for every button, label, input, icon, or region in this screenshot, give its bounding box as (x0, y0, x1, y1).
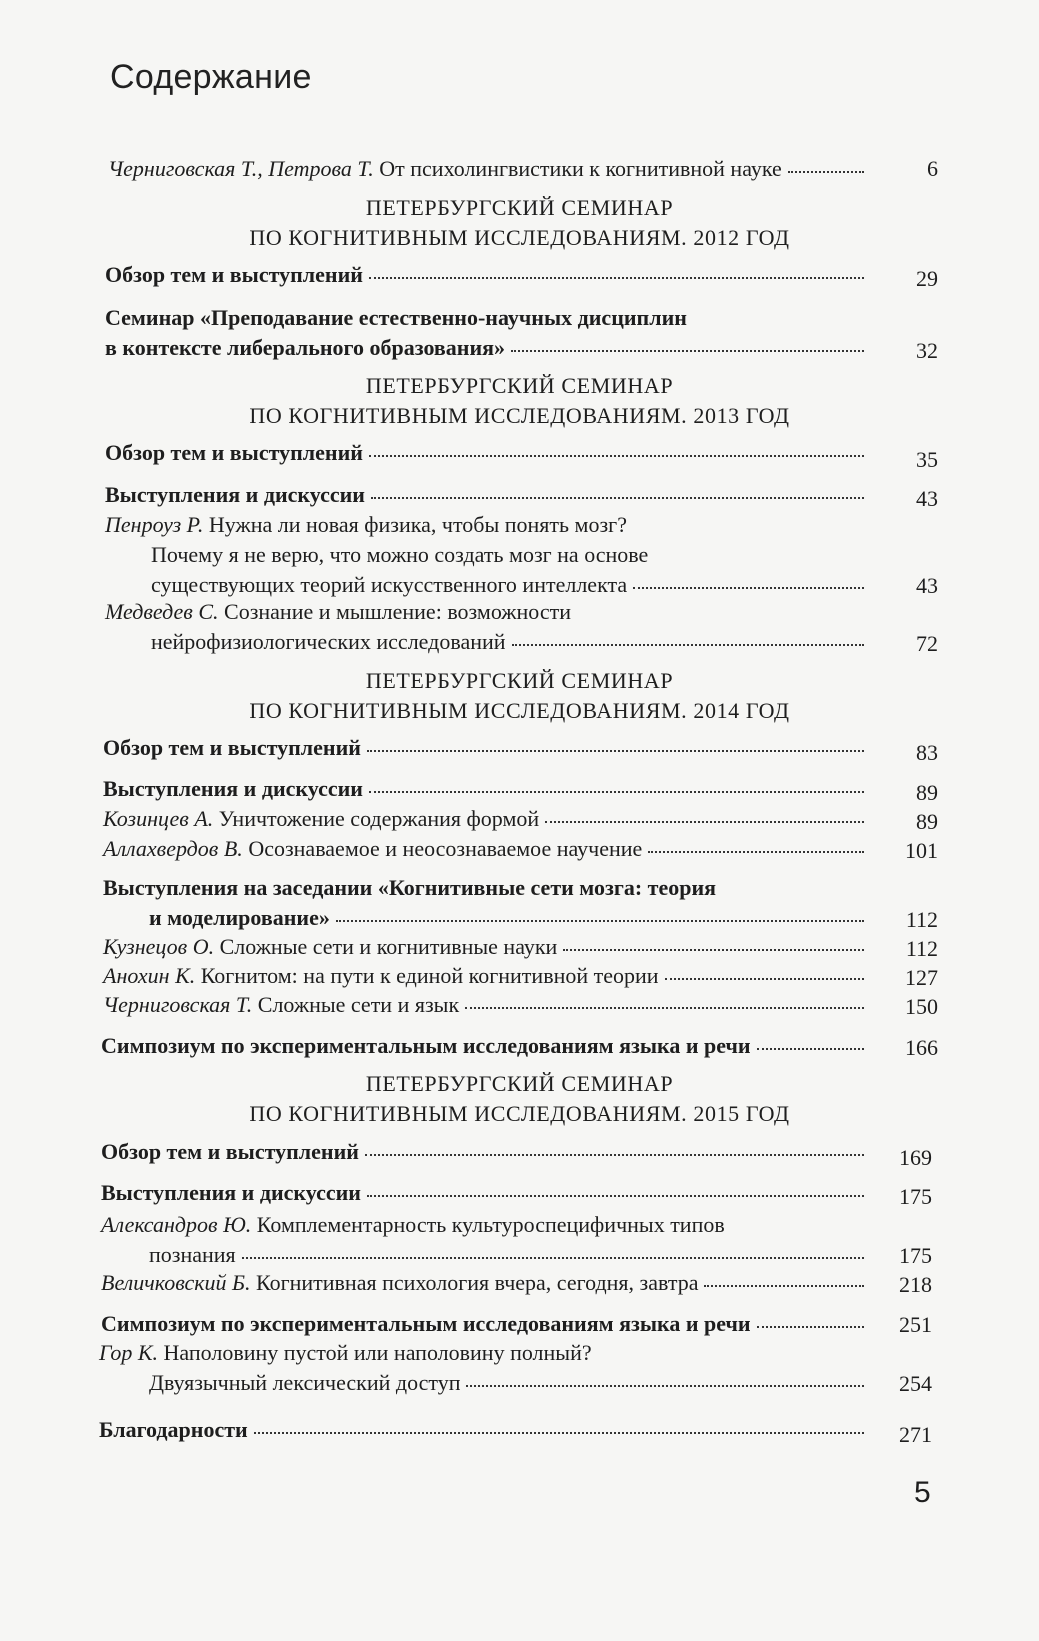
dot-leader (365, 1154, 864, 1156)
toc-entry-kozintsev[interactable] (103, 804, 872, 834)
toc-entry-2012-overview[interactable] (105, 260, 872, 290)
entry-title: Сознание и мышление: возможности (224, 599, 571, 624)
section-heading-line: ПЕТЕРБУРГСКИЙ СЕМИНАР (365, 1071, 674, 1096)
dot-leader (757, 1326, 864, 1328)
dot-leader (371, 497, 864, 499)
author-name: Кузнецов О. (103, 934, 215, 959)
page-number: 32 (916, 338, 938, 363)
dot-leader (704, 1285, 864, 1287)
entry-title: Уничтожение содержания формой (218, 806, 540, 831)
dot-leader (665, 978, 864, 980)
dot-leader (512, 644, 864, 646)
toc-entry-2013-overview[interactable] (105, 438, 872, 468)
author-name: Гор К. (99, 1340, 158, 1365)
section-heading-line: ПО КОГНИТИВНЫМ ИССЛЕДОВАНИЯМ. 2015 ГОД (249, 1101, 790, 1126)
toc-entry-chernigovskaya[interactable] (103, 990, 872, 1020)
entry-title: Благодарности (99, 1417, 248, 1442)
entry-title: Симпозиум по экспериментальным исследованиям языка и речи (101, 1311, 751, 1336)
section-heading-line: ПО КОГНИТИВНЫМ ИССЛЕДОВАНИЯМ. 2012 ГОД (249, 225, 790, 250)
page-number: 89 (916, 780, 938, 805)
entry-title: Обзор тем и выступлений (105, 262, 363, 287)
entry-title: От психолингвистики к когнитивной науке (379, 156, 782, 181)
toc-entry-gor[interactable] (99, 1338, 872, 1398)
entry-title: Когнитивная психология вчера, сегодня, завтра (256, 1270, 699, 1295)
toc-entry-2014-talks[interactable] (103, 774, 872, 804)
entry-title: Обзор тем и выступлений (101, 1139, 359, 1164)
toc-entry-medvedev[interactable] (105, 597, 872, 657)
dot-leader (367, 1195, 864, 1197)
section-heading-2015 (0, 1069, 1039, 1129)
toc-entry-kuznetsov[interactable] (103, 932, 872, 962)
page-number: 218 (899, 1272, 932, 1297)
author-name: Медведев С. (105, 599, 219, 624)
page-number: 112 (905, 907, 938, 932)
page-number: 6 (927, 156, 938, 181)
entry-title: Обзор тем и выступлений (103, 735, 361, 760)
entry-title: Семинар «Преподавание естественно-научных дисциплин (105, 305, 687, 330)
page-title: Содержание (110, 58, 312, 96)
section-heading-line: ПО КОГНИТИВНЫМ ИССЛЕДОВАНИЯМ. 2013 ГОД (249, 403, 790, 428)
toc-entry-aleksandrov[interactable] (101, 1210, 872, 1270)
entry-title: Выступления и дискуссии (103, 776, 363, 801)
author-name: Анохин К. (103, 963, 196, 988)
author-name: Черниговская Т. (103, 992, 253, 1017)
page-number: 271 (899, 1422, 932, 1447)
entry-title: Когнитом: на пути к единой когнитивной теории (200, 963, 659, 988)
dot-leader (369, 455, 864, 457)
dot-leader (757, 1048, 864, 1050)
page-folio: 5 (914, 1476, 931, 1509)
entry-title: и моделирование» (149, 905, 330, 930)
dot-leader (369, 277, 864, 279)
dot-leader (242, 1257, 864, 1259)
toc-entry-2012-seminar[interactable] (105, 303, 872, 363)
page-number: 89 (916, 809, 938, 834)
page-number: 254 (899, 1371, 932, 1396)
toc-entry-allakhverdov[interactable] (103, 834, 872, 864)
page-number: 43 (916, 486, 938, 511)
entry-title: Выступления и дискуссии (101, 1180, 361, 1205)
toc-entry-2014-session[interactable] (103, 873, 872, 933)
dot-leader (465, 1007, 864, 1009)
entry-title: познания (149, 1242, 236, 1267)
toc-entry-2014-symposium[interactable] (101, 1031, 872, 1061)
dot-leader (511, 350, 864, 352)
toc-entry-2015-overview[interactable] (101, 1137, 872, 1167)
toc-entry-intro[interactable] (108, 154, 872, 184)
toc-entry-2015-symposium[interactable] (101, 1309, 872, 1339)
entry-title: Почему я не верю, что можно создать мозг на основе (151, 542, 649, 567)
author-name: Александров Ю. (101, 1212, 252, 1237)
section-heading-line: ПЕТЕРБУРГСКИЙ СЕМИНАР (365, 195, 674, 220)
page-number: 112 (905, 936, 938, 961)
toc-entry-velichkovsky[interactable] (101, 1268, 872, 1298)
dot-leader (367, 750, 864, 752)
entry-title: Выступления на заседании «Когнитивные сети мозга: теория (103, 875, 717, 900)
entry-title: Осознаваемое и неосознаваемое научение (248, 836, 643, 861)
entry-title: нейрофизиологических исследований (151, 629, 506, 654)
page-number: 83 (916, 740, 938, 765)
entry-title: Нужна ли новая физика, чтобы понять мозг? (208, 512, 627, 537)
section-heading-line: ПЕТЕРБУРГСКИЙ СЕМИНАР (365, 668, 674, 693)
toc-entry-2014-overview[interactable] (103, 733, 872, 763)
toc-entry-anokhin[interactable] (103, 961, 872, 991)
page-number: 43 (916, 573, 938, 598)
section-heading-2013 (0, 371, 1039, 431)
entry-title: в контексте либерального образования» (105, 335, 506, 360)
author-name: Аллахвердов В. (103, 836, 243, 861)
dot-leader (788, 171, 864, 173)
section-heading-line: ПЕТЕРБУРГСКИЙ СЕМИНАР (365, 373, 674, 398)
page-number: 175 (899, 1243, 932, 1268)
author-name: Козинцев А. (103, 806, 214, 831)
entry-title: существующих теорий искусственного интеллекта (151, 572, 628, 597)
page-number: 101 (905, 838, 938, 863)
section-heading-2014 (0, 666, 1039, 726)
entry-title: Наполовину пустой или наполовину полный? (163, 1340, 592, 1365)
entry-title: Выступления и дискуссии (105, 482, 365, 507)
dot-leader (648, 851, 864, 853)
dot-leader (545, 821, 864, 823)
section-heading-2012 (0, 193, 1039, 253)
entry-title: Симпозиум по экспериментальным исследованиям языка и речи (101, 1033, 751, 1058)
toc-entry-2013-talks[interactable] (105, 480, 872, 510)
dot-leader (633, 587, 864, 589)
page-number: 169 (899, 1145, 932, 1170)
dot-leader (369, 791, 864, 793)
dot-leader (563, 949, 864, 951)
entry-title: Двуязычный лексический доступ (149, 1370, 461, 1395)
dot-leader (466, 1385, 864, 1387)
page-number: 29 (916, 266, 938, 291)
page-number: 35 (916, 447, 938, 472)
toc-entry-penrose[interactable] (105, 510, 872, 600)
author-name: Пенроуз Р. (105, 512, 204, 537)
dot-leader (254, 1432, 864, 1434)
section-heading-line: ПО КОГНИТИВНЫМ ИССЛЕДОВАНИЯМ. 2014 ГОД (249, 698, 790, 723)
entry-title: Сложные сети и язык (257, 992, 460, 1017)
toc-entry-2015-talks[interactable] (101, 1178, 872, 1208)
page-number: 166 (905, 1035, 938, 1060)
page-number: 251 (899, 1312, 932, 1337)
toc-entry-thanks[interactable] (99, 1415, 872, 1445)
page-number: 127 (905, 965, 938, 990)
dot-leader (336, 920, 864, 922)
author-name: Величковский Б. (101, 1270, 251, 1295)
entry-title: Сложные сети и когнитивные науки (219, 934, 558, 959)
page-number: 175 (899, 1184, 932, 1209)
entry-title: Обзор тем и выступлений (105, 440, 363, 465)
entry-title: Комплементарность культуроспецифичных типов (256, 1212, 725, 1237)
author-name: Черниговская Т., Петрова Т. (108, 156, 374, 181)
page-number: 150 (905, 994, 938, 1019)
page-number: 72 (916, 631, 938, 656)
